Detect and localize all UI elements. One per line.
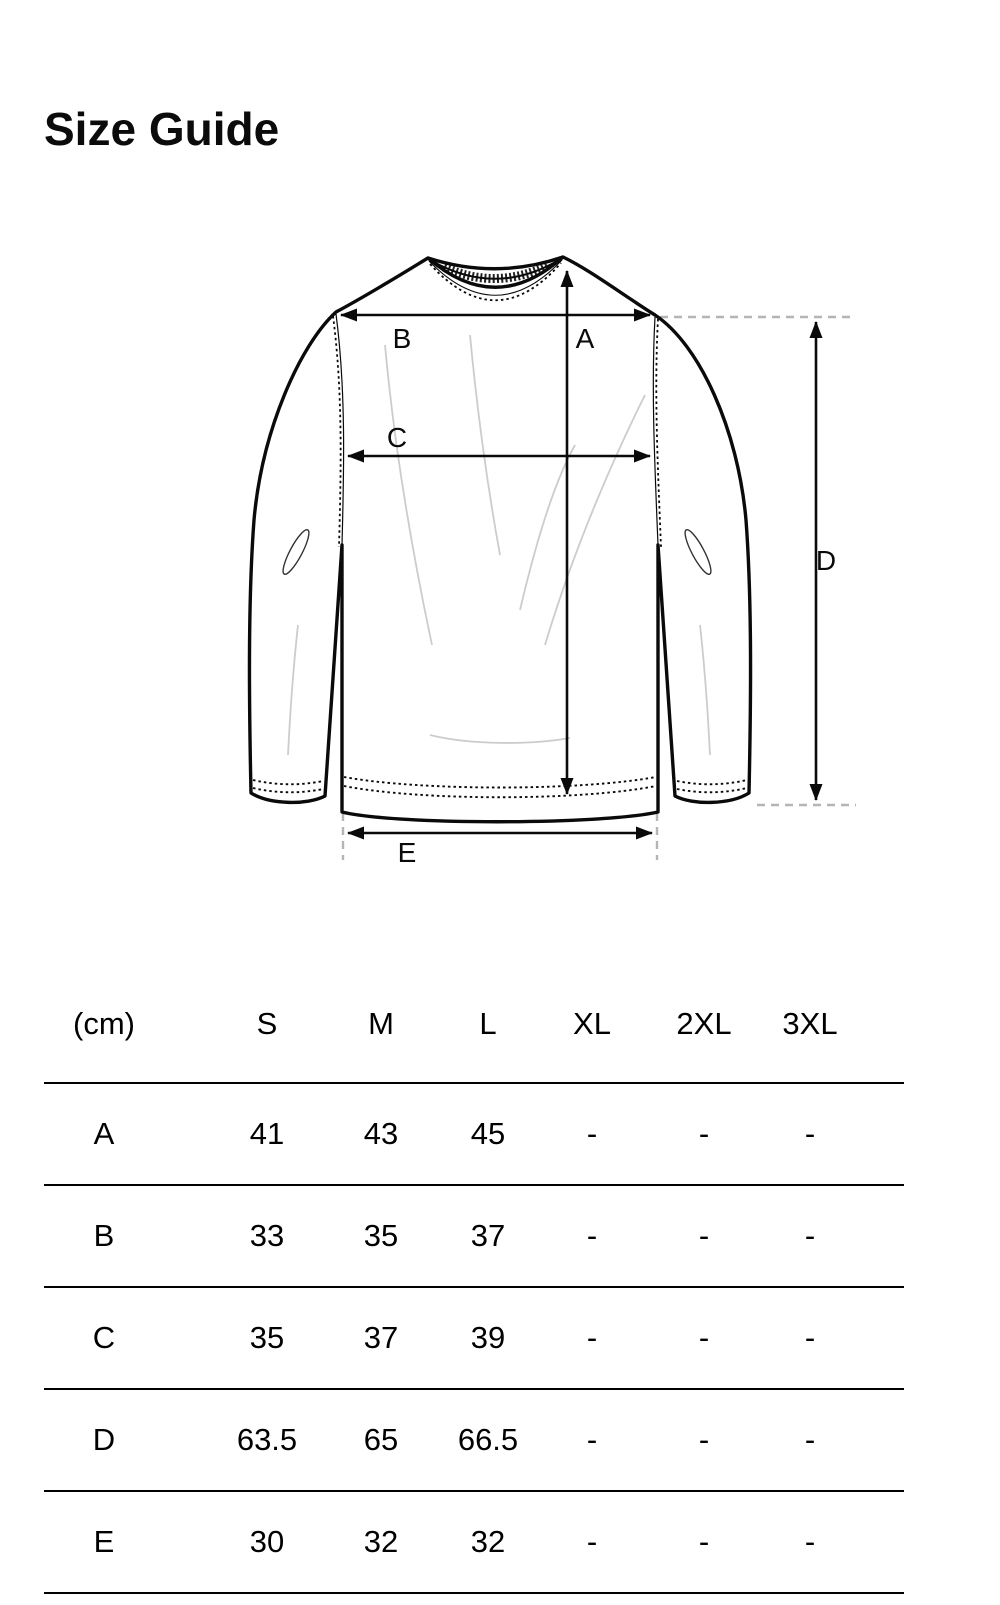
label-e: E	[397, 837, 417, 868]
cell-value: 37	[470, 1218, 506, 1253]
cell-value: -	[804, 1116, 816, 1151]
cell-value: -	[698, 1218, 710, 1253]
cell-value: -	[586, 1422, 598, 1457]
shirt-measurement-diagram	[200, 235, 880, 880]
column-header-s: S	[256, 1006, 278, 1041]
cell-value: -	[586, 1320, 598, 1355]
cell-value: -	[698, 1320, 710, 1355]
cell-value: 45	[470, 1116, 506, 1151]
row-label: D	[92, 1422, 116, 1457]
row-label: A	[93, 1116, 115, 1151]
label-b: B	[392, 323, 412, 354]
cell-value: -	[698, 1422, 710, 1457]
cell-value: -	[586, 1116, 598, 1151]
label-a: A	[575, 323, 595, 354]
column-header-3xl: 3XL	[782, 1006, 838, 1041]
size-table-header-row	[44, 966, 904, 1082]
cell-value: -	[804, 1218, 816, 1253]
shirt-drawing	[249, 257, 750, 822]
cell-value: -	[586, 1524, 598, 1559]
column-header-l: L	[479, 1006, 497, 1041]
cell-value: -	[804, 1320, 816, 1355]
label-d: D	[815, 545, 837, 576]
cell-value: -	[698, 1524, 710, 1559]
row-label: C	[92, 1320, 116, 1355]
table-row-a	[44, 1082, 904, 1184]
cell-value: 32	[363, 1524, 399, 1559]
cell-value: -	[586, 1218, 598, 1253]
label-c: C	[386, 422, 408, 453]
cell-value: 33	[249, 1218, 285, 1253]
table-bottom-rule	[44, 1592, 904, 1594]
table-row-b	[44, 1184, 904, 1286]
table-row-e	[44, 1490, 904, 1592]
cell-value: 43	[363, 1116, 399, 1151]
column-header-m: M	[368, 1006, 394, 1041]
cell-value: 65	[363, 1422, 399, 1457]
cell-value: -	[804, 1422, 816, 1457]
size-table	[44, 966, 904, 1594]
cell-value: -	[698, 1116, 710, 1151]
row-label: B	[93, 1218, 115, 1253]
page-title: Size Guide	[44, 102, 280, 155]
cell-value: 66.5	[457, 1422, 519, 1457]
table-row-c	[44, 1286, 904, 1388]
cell-value: 32	[470, 1524, 506, 1559]
cell-value: 30	[249, 1524, 285, 1559]
column-header-xl: XL	[573, 1006, 611, 1041]
cell-value: 63.5	[236, 1422, 298, 1457]
cell-value: 41	[249, 1116, 285, 1151]
cell-value: 37	[363, 1320, 399, 1355]
cell-value: 39	[470, 1320, 506, 1355]
table-row-d	[44, 1388, 904, 1490]
row-label: E	[93, 1524, 115, 1559]
cell-value: -	[804, 1524, 816, 1559]
cell-value: 35	[249, 1320, 285, 1355]
cell-value: 35	[363, 1218, 399, 1253]
column-header-2xl: 2XL	[676, 1006, 732, 1041]
shirt-outline	[249, 257, 750, 822]
unit-header: (cm)	[73, 1006, 135, 1041]
